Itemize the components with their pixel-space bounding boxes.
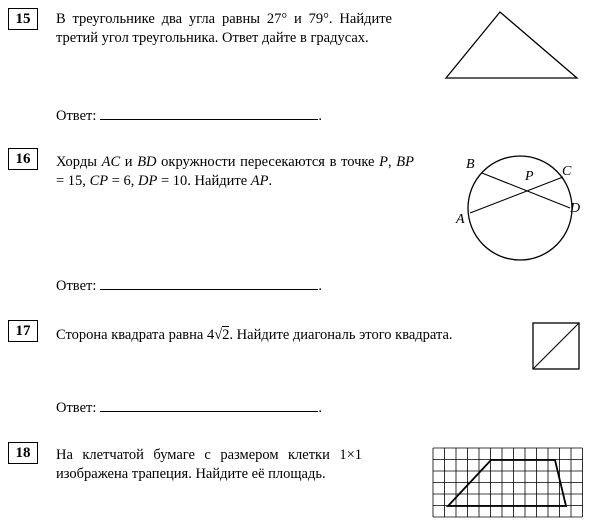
- triangle-figure: [440, 8, 580, 84]
- answer-label: Ответ:: [56, 400, 97, 416]
- answer-input-line: [100, 276, 318, 290]
- problem-text: Хорды AC и BD окружности пересекаются в точке P, BP = 15, CP = 6, DP = 10. Найдите AP.: [56, 154, 414, 189]
- answer-row: [56, 106, 322, 125]
- problem-number: 18: [8, 442, 38, 464]
- answer-row: [56, 276, 322, 295]
- radical-expression: 4√2: [206, 327, 230, 343]
- answer-label: Ответ:: [56, 278, 97, 294]
- label-a: A: [456, 212, 465, 227]
- problem-text: В треугольнике два угла равны 27° и 79°. Найдите третий угол треугольника. Ответ дайте в градусах.: [56, 11, 392, 46]
- answer-end: .: [318, 278, 322, 294]
- answer-label: Ответ:: [56, 108, 97, 124]
- circle-chords-figure: [448, 150, 588, 270]
- answer-row: [56, 398, 322, 417]
- label-b: B: [466, 157, 475, 172]
- problem-number: 17: [8, 320, 38, 342]
- answer-input-line: [100, 398, 318, 412]
- label-c: C: [562, 164, 572, 179]
- problem-number: 16: [8, 148, 38, 170]
- answer-end: .: [318, 400, 322, 416]
- answer-input-line: [100, 106, 318, 120]
- answer-end: .: [318, 108, 322, 124]
- grid-trapezoid-figure: [430, 442, 585, 526]
- square-figure: [530, 320, 582, 372]
- problem-text: Сторона квадрата равна 4√2. Найдите диагональ этого квадрата.: [56, 327, 453, 343]
- problem-number: 15: [8, 8, 38, 30]
- label-p: P: [525, 169, 534, 184]
- label-d: D: [570, 201, 581, 216]
- problem-text: На клетчатой бумаге с размером клетки 1×1 изображена трапеция. Найдите её площадь.: [56, 447, 362, 482]
